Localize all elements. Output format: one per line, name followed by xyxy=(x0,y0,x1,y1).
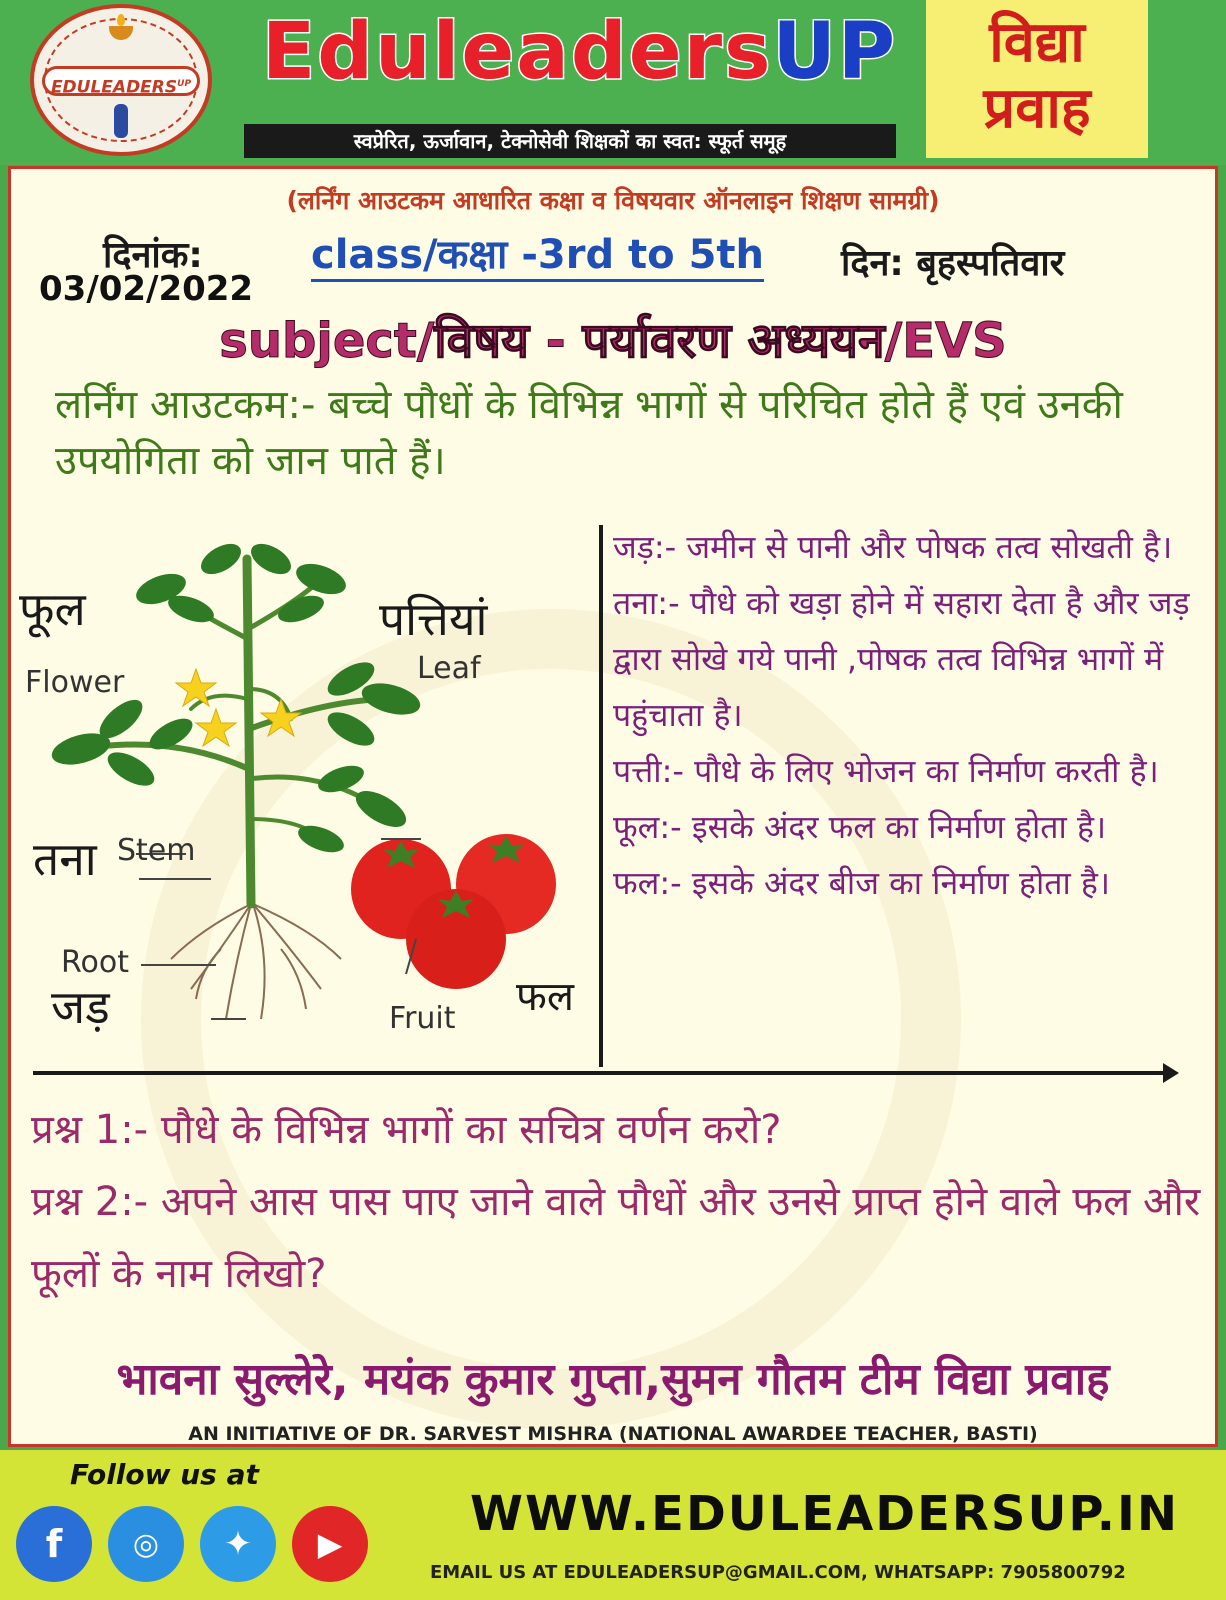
desc-fruit: फल:- इसके अंदर बीज का निर्माण होता है। xyxy=(613,864,1111,902)
questions xyxy=(31,1094,1211,1310)
facebook-icon[interactable]: f xyxy=(16,1506,92,1582)
plant-part-descriptions xyxy=(613,519,1193,911)
arrow-right-icon xyxy=(1163,1063,1179,1083)
tagline: स्वप्रेरित, ऊर्जावान, टेक्नोसेवी शिक्षकों का स्वत: स्फूर्त समूह xyxy=(244,124,896,158)
initiative-note: AN INITIATIVE OF DR. SARVEST MISHRA (NATIONAL AWARDEE TEACHER, BASTI) xyxy=(188,1423,1038,1445)
follow-us-label: Follow us at xyxy=(70,1458,259,1491)
label-flower-hi: फूल xyxy=(19,582,86,636)
label-fruit-hi: फल xyxy=(516,974,574,1020)
label-flower-en: Flower xyxy=(25,665,125,700)
runner-figure-icon xyxy=(114,104,128,138)
label-fruit-en: Fruit xyxy=(389,1001,456,1036)
subtitle: (लर्निंग आउटकम आधारित कक्षा व विषयवार ऑनलाइन शिक्षण सामग्री) xyxy=(286,186,940,215)
desc-flower: फूल:- इसके अंदर फल का निर्माण होता है। xyxy=(613,808,1107,846)
eduleaders-logo xyxy=(30,4,212,156)
label-root-en: Root xyxy=(61,945,129,980)
website-link[interactable]: WWW.EDULEADERSUP.IN xyxy=(470,1486,1180,1542)
desc-root: जड़:- जमीन से पानी और पोषक तत्व सोखती है। xyxy=(613,528,1173,566)
learning-outcome: लर्निंग आउटकम:- बच्चे पौधों के विभिन्न भागों से परिचित होते हैं एवं उनकी उपयोगिता को जान पाते हैं। xyxy=(55,382,1123,484)
team-credits: भावना सुल्लेरे, मयंक कुमार गुप्ता,सुमन गौतम टीम विद्या प्रवाह xyxy=(116,1354,1110,1405)
day-label: दिन: बृहस्पतिवार xyxy=(841,243,1065,284)
twitter-icon[interactable]: ✦ xyxy=(200,1506,276,1582)
label-leaf-hi: पत्तियां xyxy=(379,592,488,646)
question-2: प्रश्न 2:- अपने आस पास पाए जाने वाले पौधों और उनसे प्राप्त होने वाले फल और फूलों के नाम लिखो? xyxy=(31,1179,1201,1297)
desc-leaf: पत्ती:- पौधे के लिए भोजन का निर्माण करती है। xyxy=(613,752,1159,790)
vidya-line2: प्रवाह xyxy=(983,76,1091,141)
label-root-hi: जड़ xyxy=(51,980,110,1034)
vertical-divider xyxy=(599,525,603,1067)
logo-text: EDULEADERS xyxy=(50,77,178,98)
date-label: दिनांक: xyxy=(103,235,203,276)
logo-sup: UP xyxy=(177,79,192,89)
date-value: 03/02/2022 xyxy=(39,269,254,309)
header xyxy=(0,0,1226,165)
horizontal-axis-line xyxy=(33,1071,1173,1075)
class-label: class/कक्षा -3rd to 5th xyxy=(311,231,764,282)
question-1: प्रश्न 1:- पौधे के विभिन्न भागों का सचित्र वर्णन करो? xyxy=(31,1107,782,1153)
subject-title: subject/विषय - पर्यावरण अध्ययन/EVS xyxy=(219,313,1007,369)
brand-main: Eduleaders xyxy=(262,7,773,97)
content-card xyxy=(8,166,1218,1447)
footer xyxy=(0,1450,1226,1600)
logo-band xyxy=(42,66,200,96)
vidya-pravah-badge xyxy=(926,0,1148,158)
label-leaf-en: Leaf xyxy=(417,651,481,686)
fruits xyxy=(351,834,556,989)
youtube-icon[interactable]: ▶ xyxy=(292,1506,368,1582)
contact-info: EMAIL US AT EDULEADERSUP@GMAIL.COM, WHATSAPP: 7905800792 xyxy=(430,1562,1126,1583)
label-stem-en: Stem xyxy=(117,833,196,868)
brand-up: UP xyxy=(772,7,898,97)
root-system xyxy=(171,904,341,1019)
desc-stem: तना:- पौधे को खड़ा होने में सहारा देता है और जड़ द्वारा सोखे गये पानी ,पोषक तत्व विभिन्न भागों में पहुंचाता है। xyxy=(613,584,1190,734)
label-stem-hi: तना xyxy=(33,832,97,886)
lamp-flame-icon xyxy=(117,14,125,26)
vidya-line1: विद्या xyxy=(989,10,1085,75)
brand-title xyxy=(262,2,897,102)
instagram-icon[interactable]: ◎ xyxy=(108,1506,184,1582)
